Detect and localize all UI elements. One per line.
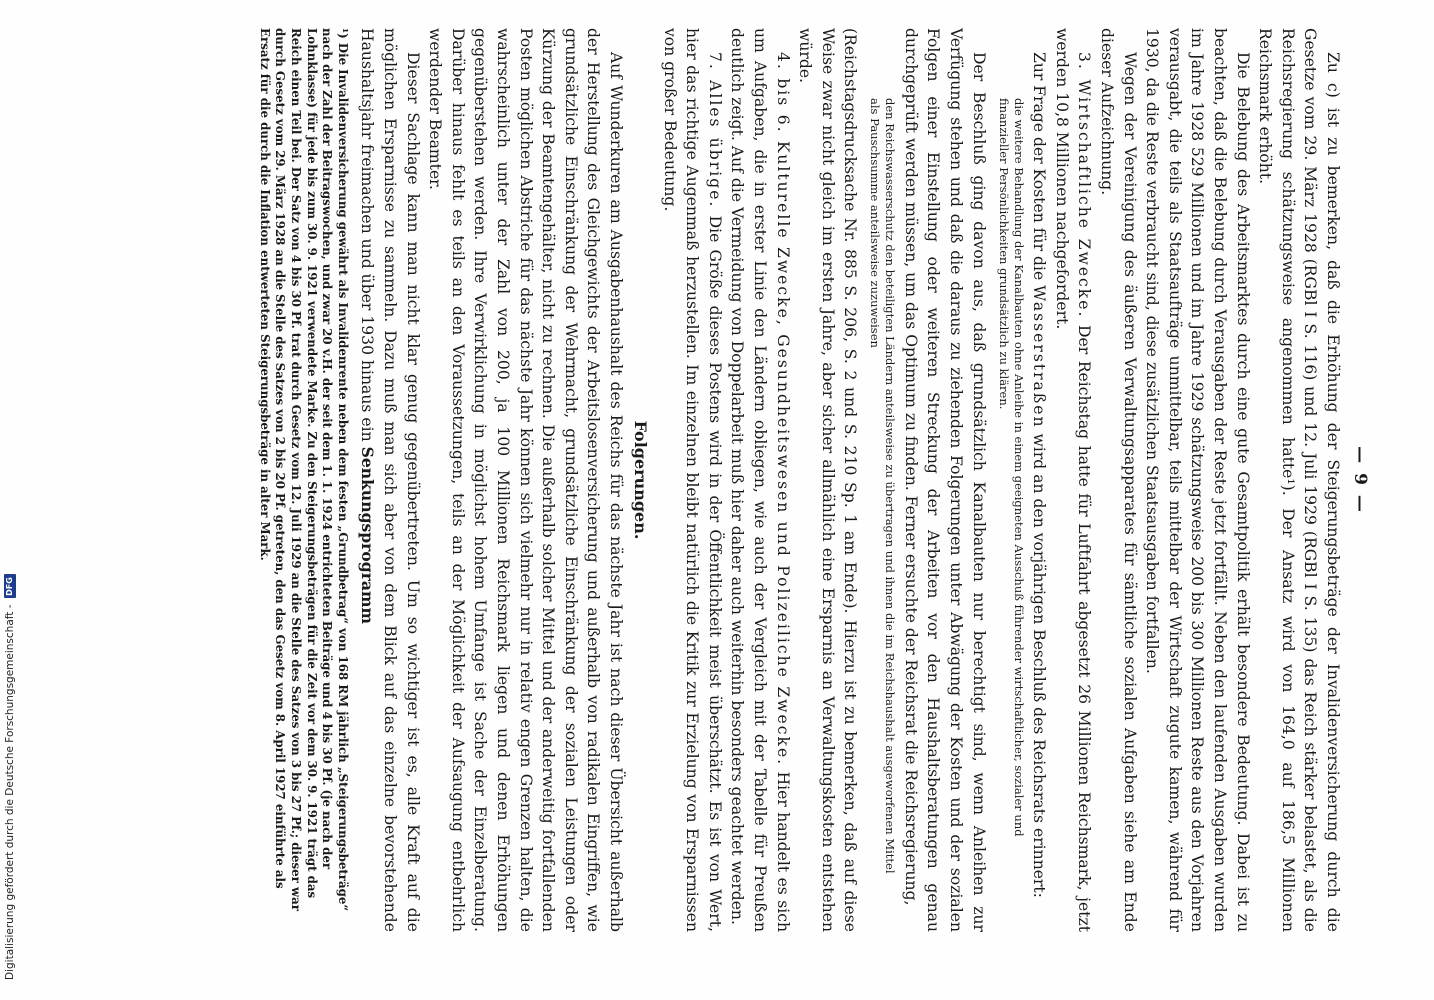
- document-page: [60, 10, 1370, 950]
- paragraph-invalidenversicherung: Zu c) ist zu bemerken, daß die Erhöhung der Steigerungsbeträge der Invalidenversicherung durch die Gesetze vom 29. März 1928 (RGBl I S. 116) und 12. Juli 1929 (RGBl I S. 135) das Reich stärker belastet, als die Reichsregierung schätzungsweise angenommen hatte¹). Der Ansatz wird von 164,0 auf 186,5 Millionen Reichsmark erhöht.: [1256, 28, 1342, 932]
- section-label-kulturelle-zwecke: 4. bis 6. Kulturelle Zwecke, Gesundheitswesen und Polizeiliche Zwecke.: [773, 52, 792, 767]
- paragraph-wunderkuren: Auf Wunderkuren am Ausgabenhaushalt des Reichs für das nächste Jahr ist nach dieser Übersicht außerhalb der Herstellung des Gleichgewichts der Arbeitslosenversicherung und außerhalb von radikalen Eingriffen, wie grundsätzliche Einschränkung der Wehrmacht, grundsätzliche Einschränkung der sozialen Leistungen oder Kürzung der Beamtengehälter, nicht zu rechnen. Die außerhalb solcher Mittel und der anderweitig fortfallenden Posten möglichen Abstriche für das nächste Jahr können sich vielmehr nur in relativ engen Grenzen halten, die wahrscheinlich unter der Zahl von 200, ja 100 Millionen Reichsmark liegen und denen Erhöhungen gegenüberstehen werden. Ihre Verwirklichung in möglichst hohem Umfange ist Sache der Einzelberatung. Darüber hinaus fehlt es teils an den Voraussetzungen, teils an der Möglichkeit der Aufsaugung entbehrlich werdender Beamter.: [426, 28, 625, 932]
- paragraph-alles-uebrige: [658, 28, 726, 932]
- paragraph-verwaltungsapparat: Wegen der Vereinigung des äußeren Verwaltungsapparates für sämtliche sozialen Aufgaben siehe am Ende dieser Aufzeichnung.: [1098, 28, 1139, 932]
- text-wasserstrassen-a: Zur Frage der Kosten für die: [1030, 52, 1049, 281]
- section-label-alles-uebrige: 7. Alles übrige.: [705, 52, 724, 209]
- paragraph-wasserstrassen: [1028, 28, 1051, 932]
- quote-reichswasserschutz: den Reichswasserschutz den beteiligten Ländern anteilsweise zu übertragen und ihnen die im Reichshaushalt ausgeworfenen Mittel als Pauschsumme anteilsweise zuzuweisen: [868, 98, 898, 874]
- credit-text: Digitalisierung gefördert durch die Deutsche Forschungsgemeinschaft -: [4, 604, 16, 980]
- term-senkungsprogramm: Senkungsprogramm: [358, 446, 378, 625]
- heading-folgerungen: Folgerungen.: [630, 420, 650, 540]
- text-kulturelle-zwecke: Hier handelt es sich um Aufgaben, die in erster Linie den Ländern obliegen, wie auch der Vergleich mit der Tabelle für Preußen deutlich zeigt. Auf die Vermeidung von Doppelarbeit muß hier daher auch weiterhin besonders geachtet werden.: [728, 28, 792, 932]
- term-wasserstrassen: Wasserstraßen: [1030, 285, 1049, 429]
- paragraph-beschluss: Der Beschluß ging davon aus, daß grundsätzlich Kanalbauten nur berechtigt sind, wenn Anleihen zur Verfügung stehen und daß die daraus zu ziehenden Folgerungen unter Abwägung der Kosten und der sozialen Folgen einer Einstellung oder weiteren Streckung der Arbeiten vor den Haushaltsberatungen genau durchgeprüft werden müssen, um das Optimum zu finden. Ferner ersuchte der Reichsrat die Reichsregierung,: [901, 28, 988, 932]
- dfg-logo: DFG: [4, 574, 16, 598]
- quote-kanalbauten: die weitere Behandlung der Kanalbauten ohne Anleihe in einem geeigneten Ausschuß führender wirtschaftlicher, sozialer und finanzieller Persönlichkeiten grundsätzlich zu klären.: [996, 98, 1026, 837]
- paragraph-reichstagsdrucksache: (Reichstagsdrucksache Nr. 885 S. 206, S. 2 und S. 210 Sp. 1 am Ende). Hierzu ist zu bemerken, daß auf diese Weise zwar nicht gleich im ersten Jahre, aber sicher allmählich eine Ersparnis an Verwaltungskosten entstehen würde.: [796, 28, 860, 932]
- paragraph-wirtschaftliche-zwecke: [1050, 28, 1095, 932]
- text-wirtschaftliche-zwecke: Der Reichstag hatte für Luftfahrt abgesetzt 26 Millionen Reichsmark, jetzt werden 10,8 Millionen nachgefordert.: [1052, 28, 1094, 932]
- section-label-wirtschaftliche-zwecke: 3. Wirtschaftliche Zwecke.: [1075, 52, 1094, 319]
- paragraph-kulturelle-zwecke: [726, 28, 794, 932]
- text-alles-uebrige: Die Größe dieses Postens wird in der Öffentlichkeit meist überschätzt. Es ist von Wert, hier das richtige Augenmaß herzustellen. Im einzelnen bleibt natürlich die Kritik zur Erzielung von Ersparnissen von großer Bedeutung.: [660, 28, 724, 932]
- footnote-invalidenversicherung: ¹) Die Invalidenversicherung gewährt als Invalidenrente neben dem festen „Grundbetrag“ von 168 RM jährlich „Steigerungsbeträge“ nach der Zahl der Beitragswochen, und zwar 20 v.H. der seit dem 1. 1. 1924 entrichteten Beiträge und 4 bis 30 Pf. (je nach der Lohnklasse) für jede bis zum 30. 9. 1921 verwendete Marke. Zu den Steigerungsbeträgen für die Zeit vor dem 30. 9. 1921 trägt das Reich einen Teil bei. Der Satz von 4 bis 30 Pf. trat durch Gesetz vom 12. Juli 1929 an die Stelle des Satzes von 3 bis 27 Pf.; dieser war durch Gesetz vom 29. März 1928 an die Stelle des Satzes von 2 bis 20 Pf. getreten, den das Gesetz vom 8. April 1927 einführte als Ersatz für die durch die Inflation entwerteten Steigerungsbeträge in alter Mark.: [257, 28, 350, 912]
- text-wasserstrassen-c: wird an den vorjährigen Beschluß des Reichsrats erinnert:: [1030, 433, 1049, 898]
- page-number: — 9 —: [1350, 446, 1370, 514]
- paragraph-arbeitsmarkt: Die Belebung des Arbeitsmarktes durch eine gute Gesamtpolitik erhält besondere Bedeutung. Dabei ist zu beachten, daß die Belebung durch Verausgaben der Reste jetzt fortfällt. Neben den laufenden Ausgaben wurden im Jahre 1928 529 Millionen und im Jahre 1929 schätzungsweise 200 bis 300 Millionen Reste aus den Vorjahren verausgabt, die teils als Staatsaufträge unmittelbar, teils mittelbar der Wirtschaft zugute kamen, während für 1930, da die Reste verbraucht sind, diese zusätzlichen Staatsausgaben fortfallen.: [1143, 28, 1252, 932]
- paragraph-sachlage: [356, 28, 424, 932]
- text-sachlage: Dieser Sachlage kann man nicht klar genug gegenübertreten. Um so wichtiger ist es, alle Kraft auf die möglichen Ersparnisse zu sammeln. Dazu muß man sich aber von dem Blick auf das einzelne bevorstehende Haushaltsjahr freimachen und über 1930 hinaus ein: [358, 28, 422, 932]
- digitization-credit: [4, 574, 16, 980]
